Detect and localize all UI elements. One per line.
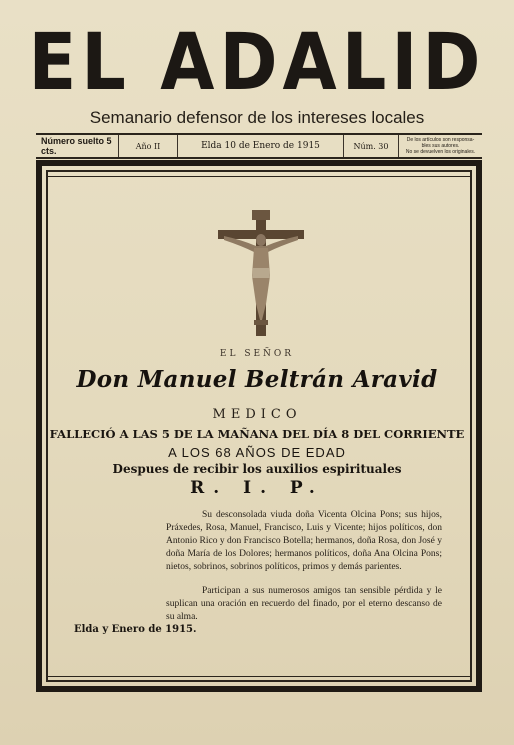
request-paragraph xyxy=(166,585,442,624)
family-paragraph xyxy=(166,509,442,574)
deceased-name: Don Manuel Beltrán Aravid xyxy=(76,366,438,393)
issue-price: Número suelto 5 cts. xyxy=(36,135,119,157)
editorial-note-line: bles sus autores. xyxy=(421,143,460,149)
honorific: EL SEÑOR xyxy=(219,349,295,359)
editorial-note-line: De los artículos son responsa- xyxy=(406,137,475,143)
issue-number: Núm. 30 xyxy=(344,135,399,157)
profession: MEDICO xyxy=(212,407,302,422)
border-rule xyxy=(46,176,472,177)
signoff: Elda y Enero de 1915. xyxy=(74,624,197,635)
editorial-note xyxy=(399,135,482,157)
death-line: FALLECIÓ A LAS 5 DE LA MAÑANA DEL DÍA 8 DEL CORRIENTE xyxy=(49,427,465,441)
crucifix-icon xyxy=(216,206,306,338)
family-paragraph-text: Su desconsolada viuda doña Vicenta Olcina Pons; sus hijos, Práxedes, Rosa, Manuel, Francisco, Luis y Vicente; hijos políticos, don Antonio Rico y don Francisco Botella; hermanos, doña Rosa, don José y doña María de los Dolores; hermanos políticos, doña Ana Olcina Pons; nietos, sobrinos, sobrinos políticos, primos y demás parientes. xyxy=(166,510,442,572)
request-paragraph-text: Participan a sus numerosos amigos tan sensible pérdida y le suplican una oración en recuerdo del finado, por el eterno descanso de su alma. xyxy=(166,586,442,622)
age-line: A LOS 68 AÑOS DE EDAD xyxy=(168,445,346,460)
rip-line: R. I. P. xyxy=(190,478,324,498)
issue-date: Elda 10 de Enero de 1915 xyxy=(178,135,344,157)
editorial-note-line: No se devuelven los originales. xyxy=(405,149,476,155)
issue-info-bar xyxy=(36,133,482,159)
issue-year: Año II xyxy=(119,135,178,157)
border-rule xyxy=(46,676,472,677)
rites-line: Despues de recibir los auxilios espirituales xyxy=(112,462,402,476)
masthead-subtitle: Semanario defensor de los intereses locales xyxy=(89,108,425,127)
masthead-title: EL ADALID xyxy=(28,16,486,108)
